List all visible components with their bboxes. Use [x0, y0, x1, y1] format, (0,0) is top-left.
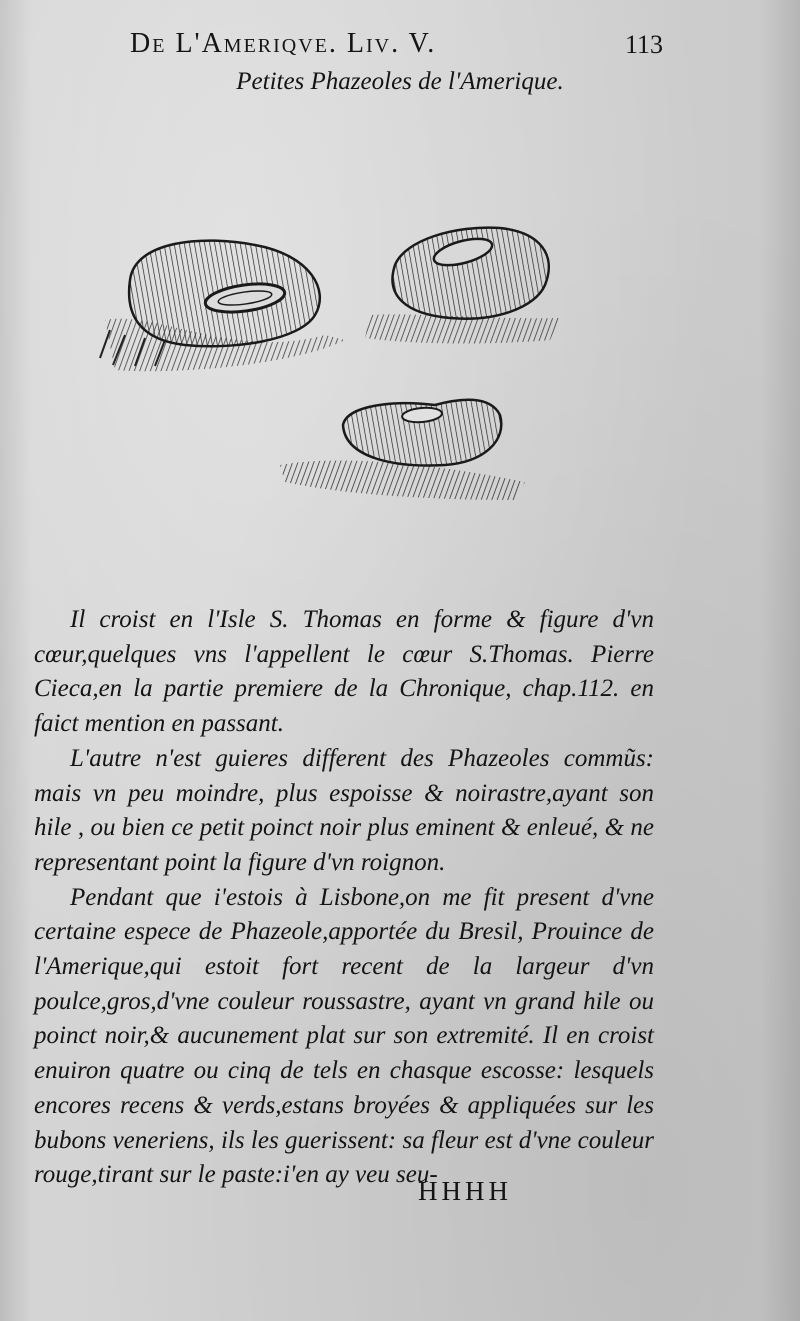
bean-bottom — [280, 400, 525, 500]
bean-left — [100, 241, 345, 372]
paragraph: Pendant que i'estois à Lisbone,on me fit present d'vne certaine espece de Phazeole,apportée du Bresil, Prouince de l'Amerique,qui estoit fort recent de la largeur d'vn poulce,gros,d'vne couleur roussastre, ayant vn grand hile ou poinct noir,& aucunement plat sur son extremité. Il en croist enuiron quatre ou cinq de tels en chasque escosse: lesquels encores recens & verds,estans broyées & appliquées sur les bubons veneriens, ils les guerissent: sa fleur est d'vne couleur rouge,tirant sur le paste:i'en ay veu seu- — [34, 883, 654, 1189]
page-number: 113 — [625, 30, 664, 59]
figure-title: Petites Phazeoles de l'Amerique. — [236, 68, 564, 95]
bean-right — [365, 228, 560, 344]
page-header — [0, 28, 800, 68]
paragraph: L'autre n'est guieres different des Phazeoles commũs: mais vn peu moindre, plus espoisse & noirastre,ayant son hile , ou bien ce petit poinct noir plus eminent & enleué, & ne representant point la figure d'vn roignon. — [34, 744, 654, 876]
running-head: De L'Ameriqve. Liv. V. — [130, 28, 437, 59]
signature-mark: HHHH — [418, 1176, 512, 1206]
body-text — [34, 603, 654, 1193]
paragraph: Il croist en l'Isle S. Thomas en forme & figure d'vn cœur,quelques vns l'appellent le cœur S.Thomas. Pierre Cieca,en la partie premiere de la Chronique, chap.112. en faict mention en passant. — [34, 606, 654, 738]
beans-illustration — [95, 200, 575, 520]
